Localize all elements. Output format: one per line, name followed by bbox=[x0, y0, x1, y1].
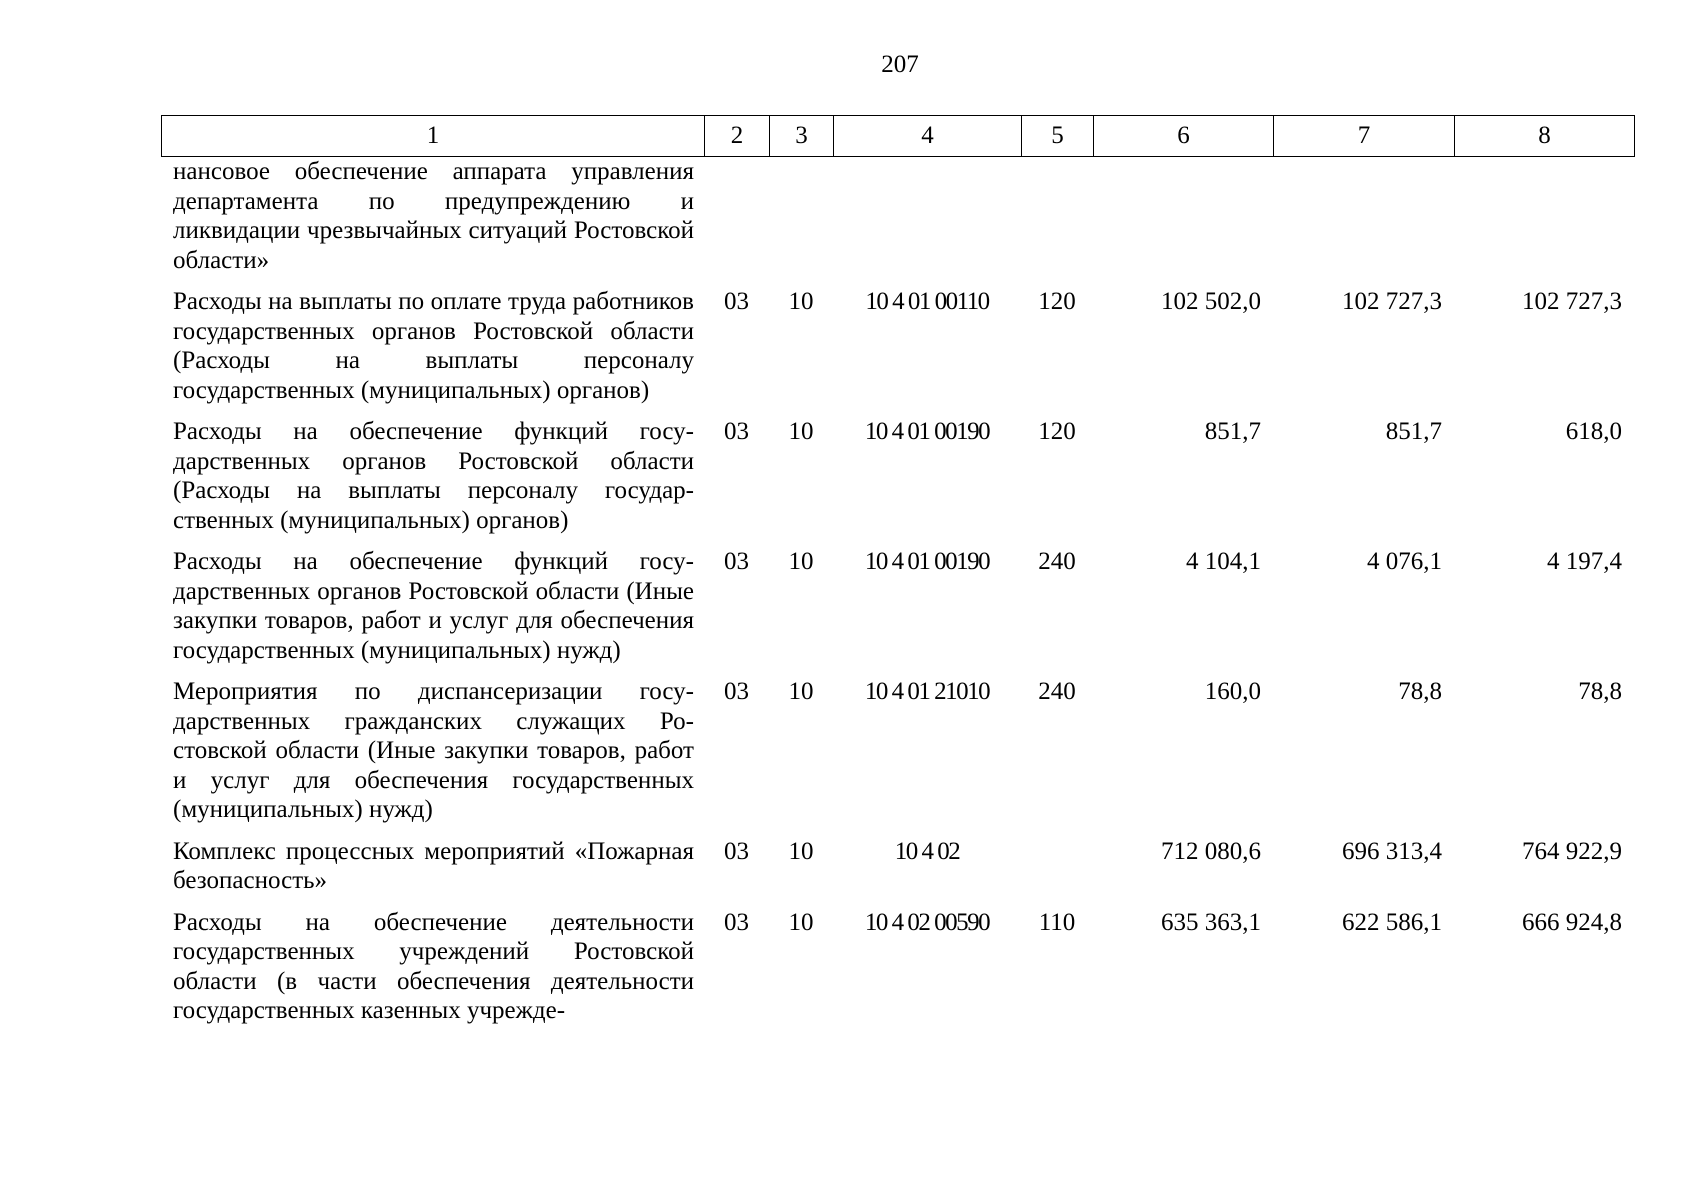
header-col-8: 8 bbox=[1455, 116, 1635, 157]
row-target-article: 10 4 01 00190 bbox=[864, 548, 990, 575]
row-target-article: 10 4 02 00590 bbox=[864, 908, 990, 936]
row-expense-type bbox=[1021, 157, 1093, 287]
table-row bbox=[161, 417, 1634, 547]
row-amount-3: 4 197,4 bbox=[1547, 548, 1622, 575]
row-amount-2: 78,8 bbox=[1398, 678, 1442, 705]
row-name: Комплекс процессных мероприятий «Пожарная безопасность» bbox=[173, 837, 694, 894]
row-subsection: 10 bbox=[788, 418, 814, 445]
row-expense-type bbox=[1021, 837, 1093, 908]
row-name: Расходы на выплаты по оплате труда работников государственных органов Ростовской области (Расходы на выплаты персоналу государственных (муниципальных) органов) bbox=[173, 288, 694, 404]
row-amount-3: 764 922,9 bbox=[1522, 837, 1622, 865]
row-amount-2: 102 727,3 bbox=[1342, 288, 1442, 315]
row-section: 03 bbox=[724, 548, 749, 575]
row-amount-3: 618,0 bbox=[1565, 418, 1622, 445]
row-amount-3: 666 924,8 bbox=[1522, 908, 1622, 936]
table-header bbox=[161, 115, 1635, 157]
row-amount-1: 102 502,0 bbox=[1161, 288, 1261, 315]
table-row bbox=[161, 157, 1634, 287]
table-row bbox=[161, 908, 1634, 1026]
row-name: Расходы на обеспечение деятельности государственных учреждений Ростовской области (в части обеспечения деятельности государственных казенных учрежде- bbox=[173, 908, 694, 1024]
row-amount-2: 622 586,1 bbox=[1342, 908, 1442, 936]
row-target-article: 10 4 01 21010 bbox=[864, 678, 990, 705]
header-row bbox=[162, 116, 1635, 157]
header-col-1: 1 bbox=[162, 116, 705, 157]
row-name: Расходы на обеспечение функций государственных органов Ростовской области (Иные закупки товаров, работ и услуг для обеспечения государственных (муниципальных) нужд) bbox=[173, 548, 694, 664]
row-name: Мероприятия по диспансеризации государственных гражданских служащих Ростовской области (Иные закупки товаров, работ и услуг для обеспечения государственных (муниципальных) нужд) bbox=[173, 678, 694, 823]
row-expense-type: 110 bbox=[1038, 908, 1076, 936]
row-expense-type: 240 bbox=[1038, 678, 1076, 705]
row-target-article: 10 4 01 00190 bbox=[864, 418, 990, 445]
row-amount-1: 635 363,1 bbox=[1161, 908, 1261, 936]
table-row bbox=[161, 547, 1634, 677]
row-amount-3: 78,8 bbox=[1578, 678, 1622, 705]
row-subsection: 10 bbox=[788, 908, 814, 936]
row-section: 03 bbox=[724, 678, 749, 705]
row-section: 03 bbox=[724, 837, 749, 865]
header-col-5: 5 bbox=[1022, 116, 1094, 157]
row-amount-1: 712 080,6 bbox=[1161, 837, 1261, 865]
row-expense-type: 120 bbox=[1038, 418, 1076, 445]
row-target-article: 10 4 02 bbox=[894, 837, 960, 865]
row-section: 03 bbox=[724, 908, 749, 936]
table-row bbox=[161, 837, 1634, 908]
row-section: 03 bbox=[724, 288, 749, 315]
header-col-2: 2 bbox=[705, 116, 770, 157]
row-amount-2 bbox=[1273, 157, 1454, 287]
row-target-article bbox=[833, 157, 1021, 287]
row-subsection bbox=[769, 157, 833, 287]
row-target-article: 10 4 01 00110 bbox=[865, 288, 989, 315]
row-amount-2: 696 313,4 bbox=[1342, 837, 1442, 865]
header-col-6: 6 bbox=[1094, 116, 1274, 157]
row-subsection: 10 bbox=[788, 548, 814, 575]
row-subsection: 10 bbox=[788, 678, 814, 705]
row-amount-1: 4 104,1 bbox=[1186, 548, 1261, 575]
header-col-7: 7 bbox=[1274, 116, 1455, 157]
row-section: 03 bbox=[724, 418, 749, 445]
row-subsection: 10 bbox=[788, 837, 814, 865]
budget-table bbox=[161, 157, 1634, 1026]
row-expense-type: 120 bbox=[1038, 288, 1076, 315]
row-amount-1 bbox=[1093, 157, 1273, 287]
row-expense-type: 240 bbox=[1038, 548, 1076, 575]
row-amount-3 bbox=[1454, 157, 1634, 287]
page-number: 207 bbox=[881, 51, 919, 78]
header-col-3: 3 bbox=[770, 116, 834, 157]
row-section bbox=[704, 157, 769, 287]
row-amount-3: 102 727,3 bbox=[1522, 288, 1622, 315]
row-name: нансовое обеспечение аппарата управления департамента по предупреждению и ликвидации чрезвычайных ситуаций Ростовской области» bbox=[173, 158, 694, 274]
table-row bbox=[161, 287, 1634, 417]
row-amount-1: 160,0 bbox=[1204, 678, 1261, 705]
table-row bbox=[161, 677, 1634, 837]
row-amount-1: 851,7 bbox=[1204, 418, 1261, 445]
row-subsection: 10 bbox=[788, 288, 814, 315]
row-amount-2: 851,7 bbox=[1385, 418, 1442, 445]
row-name: Расходы на обеспечение функций государственных органов Ростовской области (Расходы на выплаты персоналу государственных (муниципальных) органов) bbox=[173, 418, 694, 534]
row-amount-2: 4 076,1 bbox=[1367, 548, 1442, 575]
header-col-4: 4 bbox=[834, 116, 1022, 157]
